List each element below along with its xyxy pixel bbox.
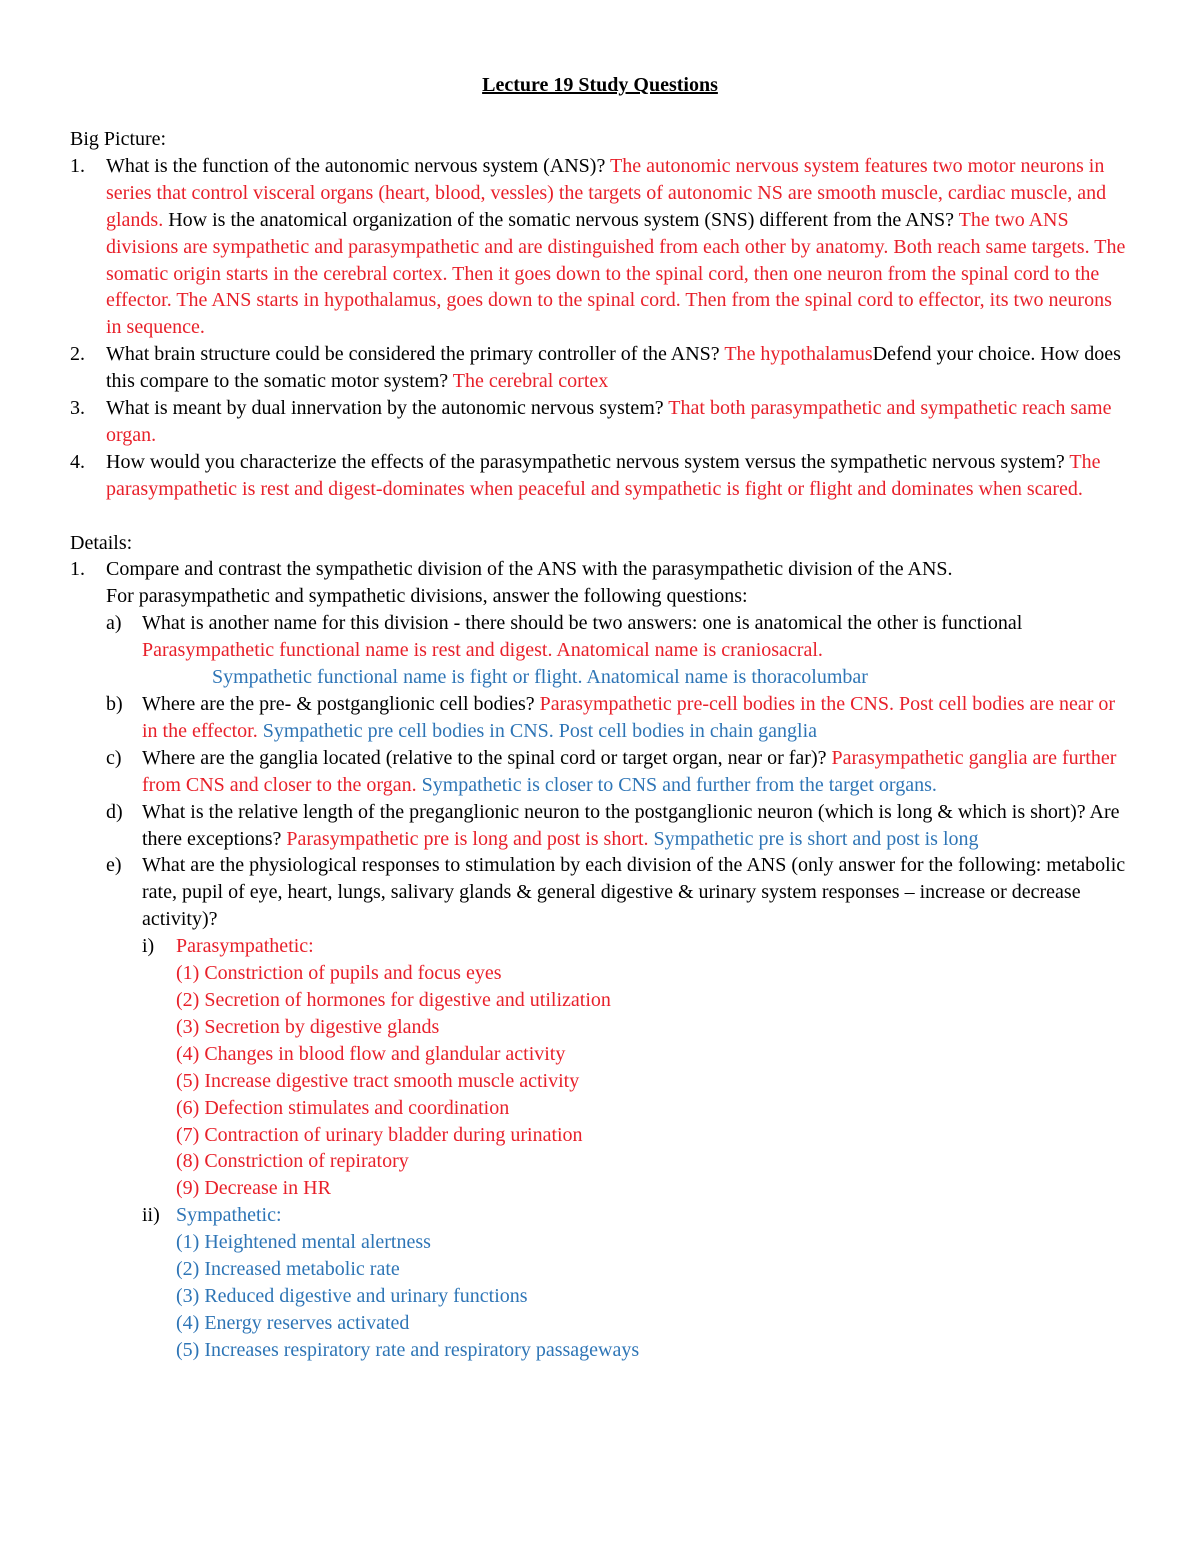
- spacer: [70, 503, 1132, 530]
- parasympathetic-answer: Parasympathetic ganglia are further from CNS and closer to the organ.: [142, 746, 1117, 796]
- sympathetic-section: [70, 1202, 1132, 1229]
- subquestion-letter: c): [106, 746, 122, 769]
- list-item-number: (2): [176, 1258, 200, 1281]
- sympathetic-list: [176, 1229, 1132, 1364]
- subquestion-letter: a): [106, 612, 122, 635]
- list-item: [176, 1095, 1132, 1122]
- list-item-text: Defection stimulates and coordination: [204, 1096, 510, 1119]
- list-item-text: Constriction of repiratory: [204, 1150, 409, 1173]
- question-text: Defend your choice. How does this compare to the somatic motor system?: [106, 343, 1121, 393]
- answer-text: That both parasympathetic and sympathetic reach same organ.: [106, 397, 1112, 446]
- answer-text: The cerebral cortex: [452, 370, 609, 393]
- list-item-number: (1): [176, 962, 200, 985]
- answer-text: The hypothalamus: [724, 343, 873, 366]
- parasympathetic-label: Parasympathetic:: [176, 935, 314, 958]
- question-text: How would you characterize the effects of the parasympathetic nervous system versus the sympathetic nervous system?: [106, 450, 1070, 473]
- document-body: [70, 126, 1132, 1364]
- list-item: [176, 1041, 1132, 1068]
- list-item: [176, 1014, 1132, 1041]
- big-picture-question-2: [70, 341, 1132, 395]
- details-subquestion-a: [70, 610, 1132, 691]
- list-item-text: Secretion of hormones for digestive and utilization: [204, 988, 611, 1011]
- question-text: Compare and contrast the sympathetic division of the ANS with the parasympathetic division of the ANS.: [106, 558, 953, 581]
- parasympathetic-list: [176, 960, 1132, 1202]
- list-item-number: (3): [176, 1015, 200, 1038]
- question-text: What brain structure could be considered the primary controller of the ANS?: [106, 343, 725, 366]
- list-item: [176, 1068, 1132, 1095]
- list-item: [176, 1256, 1132, 1283]
- list-item-text: Reduced digestive and urinary functions: [204, 1284, 528, 1307]
- list-item-number: (4): [176, 1042, 200, 1065]
- sympathetic-answer: Sympathetic pre cell bodies in CNS. Post cell bodies in chain ganglia: [257, 719, 818, 742]
- details-heading: Details:: [70, 531, 133, 554]
- list-item-number: (3): [176, 1284, 200, 1307]
- list-item-number: (5): [176, 1338, 200, 1361]
- list-item: [176, 1122, 1132, 1149]
- list-item-text: Secretion by digestive glands: [204, 1015, 440, 1038]
- list-item-number: (2): [176, 988, 200, 1011]
- question-number: 2.: [70, 343, 85, 366]
- sympathetic-answer: Sympathetic is closer to CNS and further from the target organs.: [416, 773, 937, 796]
- question-text: What is another name for this division - there should be two answers: one is anatomical the other is functional: [142, 612, 1023, 635]
- subquestion-letter: d): [106, 800, 123, 823]
- list-item-text: Decrease in HR: [204, 1177, 331, 1200]
- list-item: [176, 960, 1132, 987]
- list-item: [176, 987, 1132, 1014]
- list-item: [176, 1283, 1132, 1310]
- page-title: Lecture 19 Study Questions: [482, 74, 718, 96]
- question-number: 1.: [70, 154, 85, 177]
- list-item: [176, 1337, 1132, 1364]
- answer-text: The autonomic nervous system features two motor neurons in series that control visceral organs (heart, blood, vessles) the targets of autonomic NS are smooth muscle, cardiac muscle, and glands.: [106, 154, 1107, 231]
- question-text: Where are the pre- & postganglionic cell bodies?: [142, 693, 540, 716]
- answer-text: The two ANS divisions are sympathetic and parasympathetic and are distinguished from each other by anatomy. Both reach same targets. The somatic origin starts in the cerebral cortex. Then it goes down to the spinal cord, then one neuron from the spinal cord to the effector. The ANS starts in hypothalamus, goes down to the spinal cord. Then from the spinal cord to effector, its two neurons in sequence.: [106, 208, 1126, 339]
- roman-numeral: ii): [142, 1204, 160, 1227]
- sympathetic-answer: Sympathetic pre is short and post is long: [648, 827, 979, 850]
- list-item-number: (8): [176, 1150, 200, 1173]
- list-item-number: (5): [176, 1069, 200, 1092]
- big-picture-question-4: [70, 449, 1132, 503]
- question-number: 3.: [70, 397, 85, 420]
- answer-text: The parasympathetic is rest and digest-dominates when peaceful and sympathetic is fight or flight and dominates when scared.: [106, 450, 1101, 500]
- details-subquestion-d: [70, 799, 1132, 853]
- details-question-1: [70, 556, 1132, 610]
- question-text: What are the physiological responses to stimulation by each division of the ANS (only answer for the following: metabolic rate, pupil of eye, heart, lungs, salivary glands & general digestive & urinary system responses – increase or decrease activity)?: [142, 854, 1126, 931]
- big-picture-question-3: [70, 395, 1132, 449]
- list-item-number: (9): [176, 1177, 200, 1200]
- list-item: [176, 1175, 1132, 1202]
- list-item: [176, 1229, 1132, 1256]
- parasympathetic-answer: Parasympathetic functional name is rest and digest. Anatomical name is craniosacral.: [142, 639, 823, 662]
- parasympathetic-section: [70, 933, 1132, 960]
- list-item-text: Increases respiratory rate and respiratory passageways: [204, 1338, 640, 1361]
- list-item-text: Changes in blood flow and glandular activity: [204, 1042, 566, 1065]
- question-number: 1.: [70, 558, 85, 581]
- parasympathetic-answer: Parasympathetic pre is long and post is short.: [286, 827, 649, 850]
- parasympathetic-answer: Parasympathetic pre-cell bodies in the CNS. Post cell bodies are near or in the effector.: [142, 693, 1116, 742]
- question-text: What is meant by dual innervation by the autonomic nervous system?: [106, 397, 669, 420]
- subquestion-letter: b): [106, 693, 123, 716]
- question-text: What is the relative length of the preganglionic neuron to the postganglionic neuron (which is long & which is short)? Are there exceptions?: [142, 800, 1120, 850]
- list-item-number: (6): [176, 1096, 200, 1119]
- list-item-text: Energy reserves activated: [204, 1311, 410, 1334]
- details-subquestion-b: [70, 691, 1132, 745]
- list-item-number: (7): [176, 1123, 200, 1146]
- big-picture-heading: Big Picture:: [70, 128, 167, 150]
- list-item-number: (4): [176, 1311, 200, 1334]
- sympathetic-answer: Sympathetic functional name is fight or flight. Anatomical name is thoracolumbar: [212, 666, 868, 689]
- big-picture-question-1: [70, 153, 1132, 341]
- subquestion-letter: e): [106, 854, 122, 877]
- details-subquestion-e: [70, 852, 1132, 933]
- question-text: For parasympathetic and sympathetic divisions, answer the following questions:: [106, 585, 748, 608]
- question-text: What is the function of the autonomic nervous system (ANS)?: [106, 154, 610, 177]
- question-text: How is the anatomical organization of the somatic nervous system (SNS) different from the ANS?: [163, 208, 959, 231]
- question-number: 4.: [70, 450, 85, 473]
- details-subquestion-c: [70, 745, 1132, 799]
- list-item-text: Heightened mental alertness: [204, 1231, 431, 1254]
- list-item: [176, 1310, 1132, 1337]
- list-item-text: Constriction of pupils and focus eyes: [204, 962, 502, 985]
- list-item-number: (1): [176, 1231, 200, 1254]
- list-item-text: Contraction of urinary bladder during urination: [204, 1123, 583, 1146]
- sympathetic-label: Sympathetic:: [176, 1204, 282, 1227]
- question-text: Where are the ganglia located (relative to the spinal cord or target organ, near or far)?: [142, 746, 832, 769]
- roman-numeral: i): [142, 935, 155, 958]
- list-item-text: Increased metabolic rate: [204, 1258, 400, 1281]
- list-item: [176, 1148, 1132, 1175]
- list-item-text: Increase digestive tract smooth muscle activity: [204, 1069, 580, 1092]
